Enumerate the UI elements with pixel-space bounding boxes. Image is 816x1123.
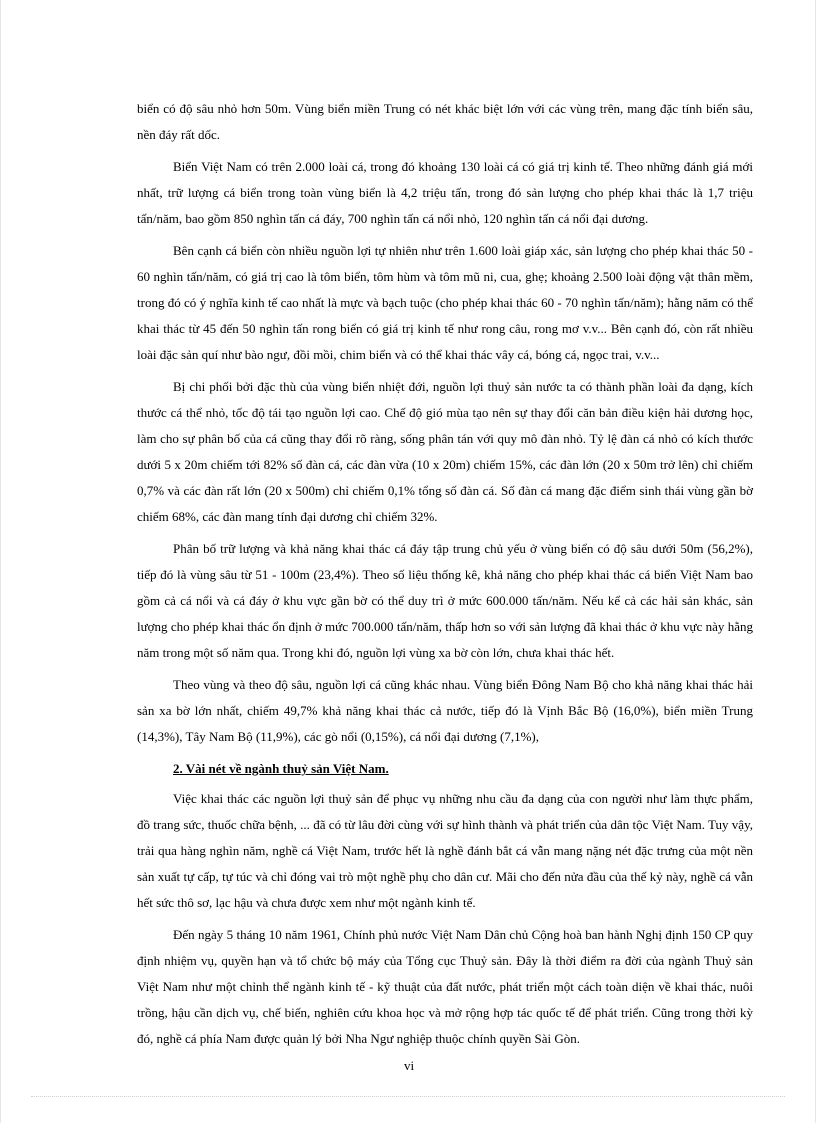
paragraph-other-resources: Bên cạnh cá biển còn nhiều nguồn lợi tự nhiên như trên 1.600 loài giáp xác, sản lượng cho phép khai thác 50 - 60 nghìn tấn/năm, có giá trị cao là tôm biển, tôm hùm và tôm mũ ni, cua, ghẹ; khoảng 2.500 loài động vật thân mềm, trong đó có ý nghĩa kinh tế cao nhất là mực và bạch tuộc (cho phép khai thác 60 - 70 nghìn tấn/năm); hằng năm có thể khai thác từ 45 đến 50 nghìn tấn rong biển có giá trị kinh tế như rong câu, rong mơ v.v... Bên cạnh đó, còn rất nhiều loài đặc sản quí như bào ngư, đồi mồi, chim biển và có thể khai thác vây cá, bóng cá, ngọc trai, v.v...: [137, 243, 753, 362]
page-number: vi: [403, 1058, 415, 1073]
paragraph-continued: biển có độ sâu nhỏ hơn 50m. Vùng biển miền Trung có nét khác biệt lớn với các vùng trên, mang đặc tính biển sâu, nền đáy rất dốc.: [137, 101, 753, 142]
page-bottom-divider: [31, 1096, 785, 1097]
paragraph-1961-decree: Đến ngày 5 tháng 10 năm 1961, Chính phủ nước Việt Nam Dân chủ Cộng hoà ban hành Nghị định 150 CP quy định nhiệm vụ, quyền hạn và tổ chức bộ máy của Tổng cục Thuỷ sản. Đây là thời điểm ra đời của ngành Thuỷ sản Việt Nam như một chỉnh thể ngành kinh tế - kỹ thuật của đất nước, phát triển một cách toàn diện về khai thác, nuôi trồng, hậu cần dịch vụ, chế biến, nghiên cứu khoa học và mở rộng hợp tác quốc tế để phát triển. Cũng trong thời kỳ đó, nghề cá phía Nam được quản lý bởi Nha Ngư nghiệp thuộc chính quyền Sài Gòn.: [137, 927, 753, 1046]
paragraph-distribution: Phân bố trữ lượng và khả năng khai thác cá đáy tập trung chủ yếu ở vùng biển có độ sâu dưới 50m (56,2%), tiếp đó là vùng sâu từ 51 - 100m (23,4%). Theo số liệu thống kê, khả năng cho phép khai thác cá biển Việt Nam bao gồm cả cá nổi và cá đáy ở khu vực gần bờ có thể duy trì ở mức 600.000 tấn/năm. Nếu kể cả các hải sản khác, sản lượng cho phép khai thác ổn định ở mức 700.000 tấn/năm, thấp hơn so với sản lượng đã khai thác ở khu vực này hằng năm trong một số năm qua. Trong khi đó, nguồn lợi vùng xa bờ còn lớn, chưa khai thác hết.: [137, 541, 753, 660]
paragraph-history: Việc khai thác các nguồn lợi thuỷ sản để phục vụ những nhu cầu đa dạng của con người như làm thực phẩm, đồ trang sức, thuốc chữa bệnh, ... đã có từ lâu đời cùng với sự hình thành và phát triển của dân tộc Việt Nam. Tuy vậy, trải qua hàng nghìn năm, nghề cá Việt Nam, trước hết là nghề đánh bắt cá vẫn mang nặng nét đặc trưng của một nền sản xuất tự cấp, tự túc và chỉ đóng vai trò một nghề phụ cho dân cư. Mãi cho đến nửa đầu của thế kỷ này, nghề cá vẫn hết sức thô sơ, lạc hậu và chưa được xem như một ngành kinh tế.: [137, 791, 753, 910]
paragraph-tropical-characteristics: Bị chi phối bởi đặc thù của vùng biển nhiệt đới, nguồn lợi thuỷ sản nước ta có thành phần loài đa dạng, kích thước cá thể nhỏ, tốc độ tái tạo nguồn lợi cao. Chế độ gió mùa tạo nên sự thay đổi căn bản điều kiện hải dương học, làm cho sự phân bố của cá cũng thay đổi rõ ràng, sống phân tán với quy mô đàn nhỏ. Tỷ lệ đàn cá nhỏ có kích thước dưới 5 x 20m chiếm tới 82% số đàn cá, các đàn vừa (10 x 20m) chiếm 15%, các đàn lớn (20 x 50m trở lên) chỉ chiếm 0,7% và các đàn rất lớn (20 x 500m) chỉ chiếm 0,1% tổng số đàn cá. Số đàn cá mang đặc điểm sinh thái vùng gần bờ chiếm 68%, các đàn mang tính đại dương chỉ chiếm 32%.: [137, 379, 753, 524]
body-text: [137, 96, 753, 1058]
section-heading: 2. Vài nét về ngành thuỷ sản Việt Nam.: [173, 761, 389, 776]
paragraph-regions: Theo vùng và theo độ sâu, nguồn lợi cá cũng khác nhau. Vùng biển Đông Nam Bộ cho khả năng khai thác hải sản xa bờ lớn nhất, chiếm 49,7% khả năng khai thác cả nước, tiếp đó là Vịnh Bắc Bộ (16,0%), biển miền Trung (14,3%), Tây Nam Bộ (11,9%), các gò nổi (0,15%), cá nổi đại dương (7,1%),: [137, 677, 753, 744]
paragraph-fish-species: Biển Việt Nam có trên 2.000 loài cá, trong đó khoảng 130 loài cá có giá trị kinh tế. Theo những đánh giá mới nhất, trữ lượng cá biển trong toàn vùng biển là 4,2 triệu tấn, trong đó sản lượng cho phép khai thác là 1,7 triệu tấn/năm, bao gồm 850 nghìn tấn cá đáy, 700 nghìn tấn cá nổi nhỏ, 120 nghìn tấn cá nổi đại dương.: [137, 159, 753, 226]
